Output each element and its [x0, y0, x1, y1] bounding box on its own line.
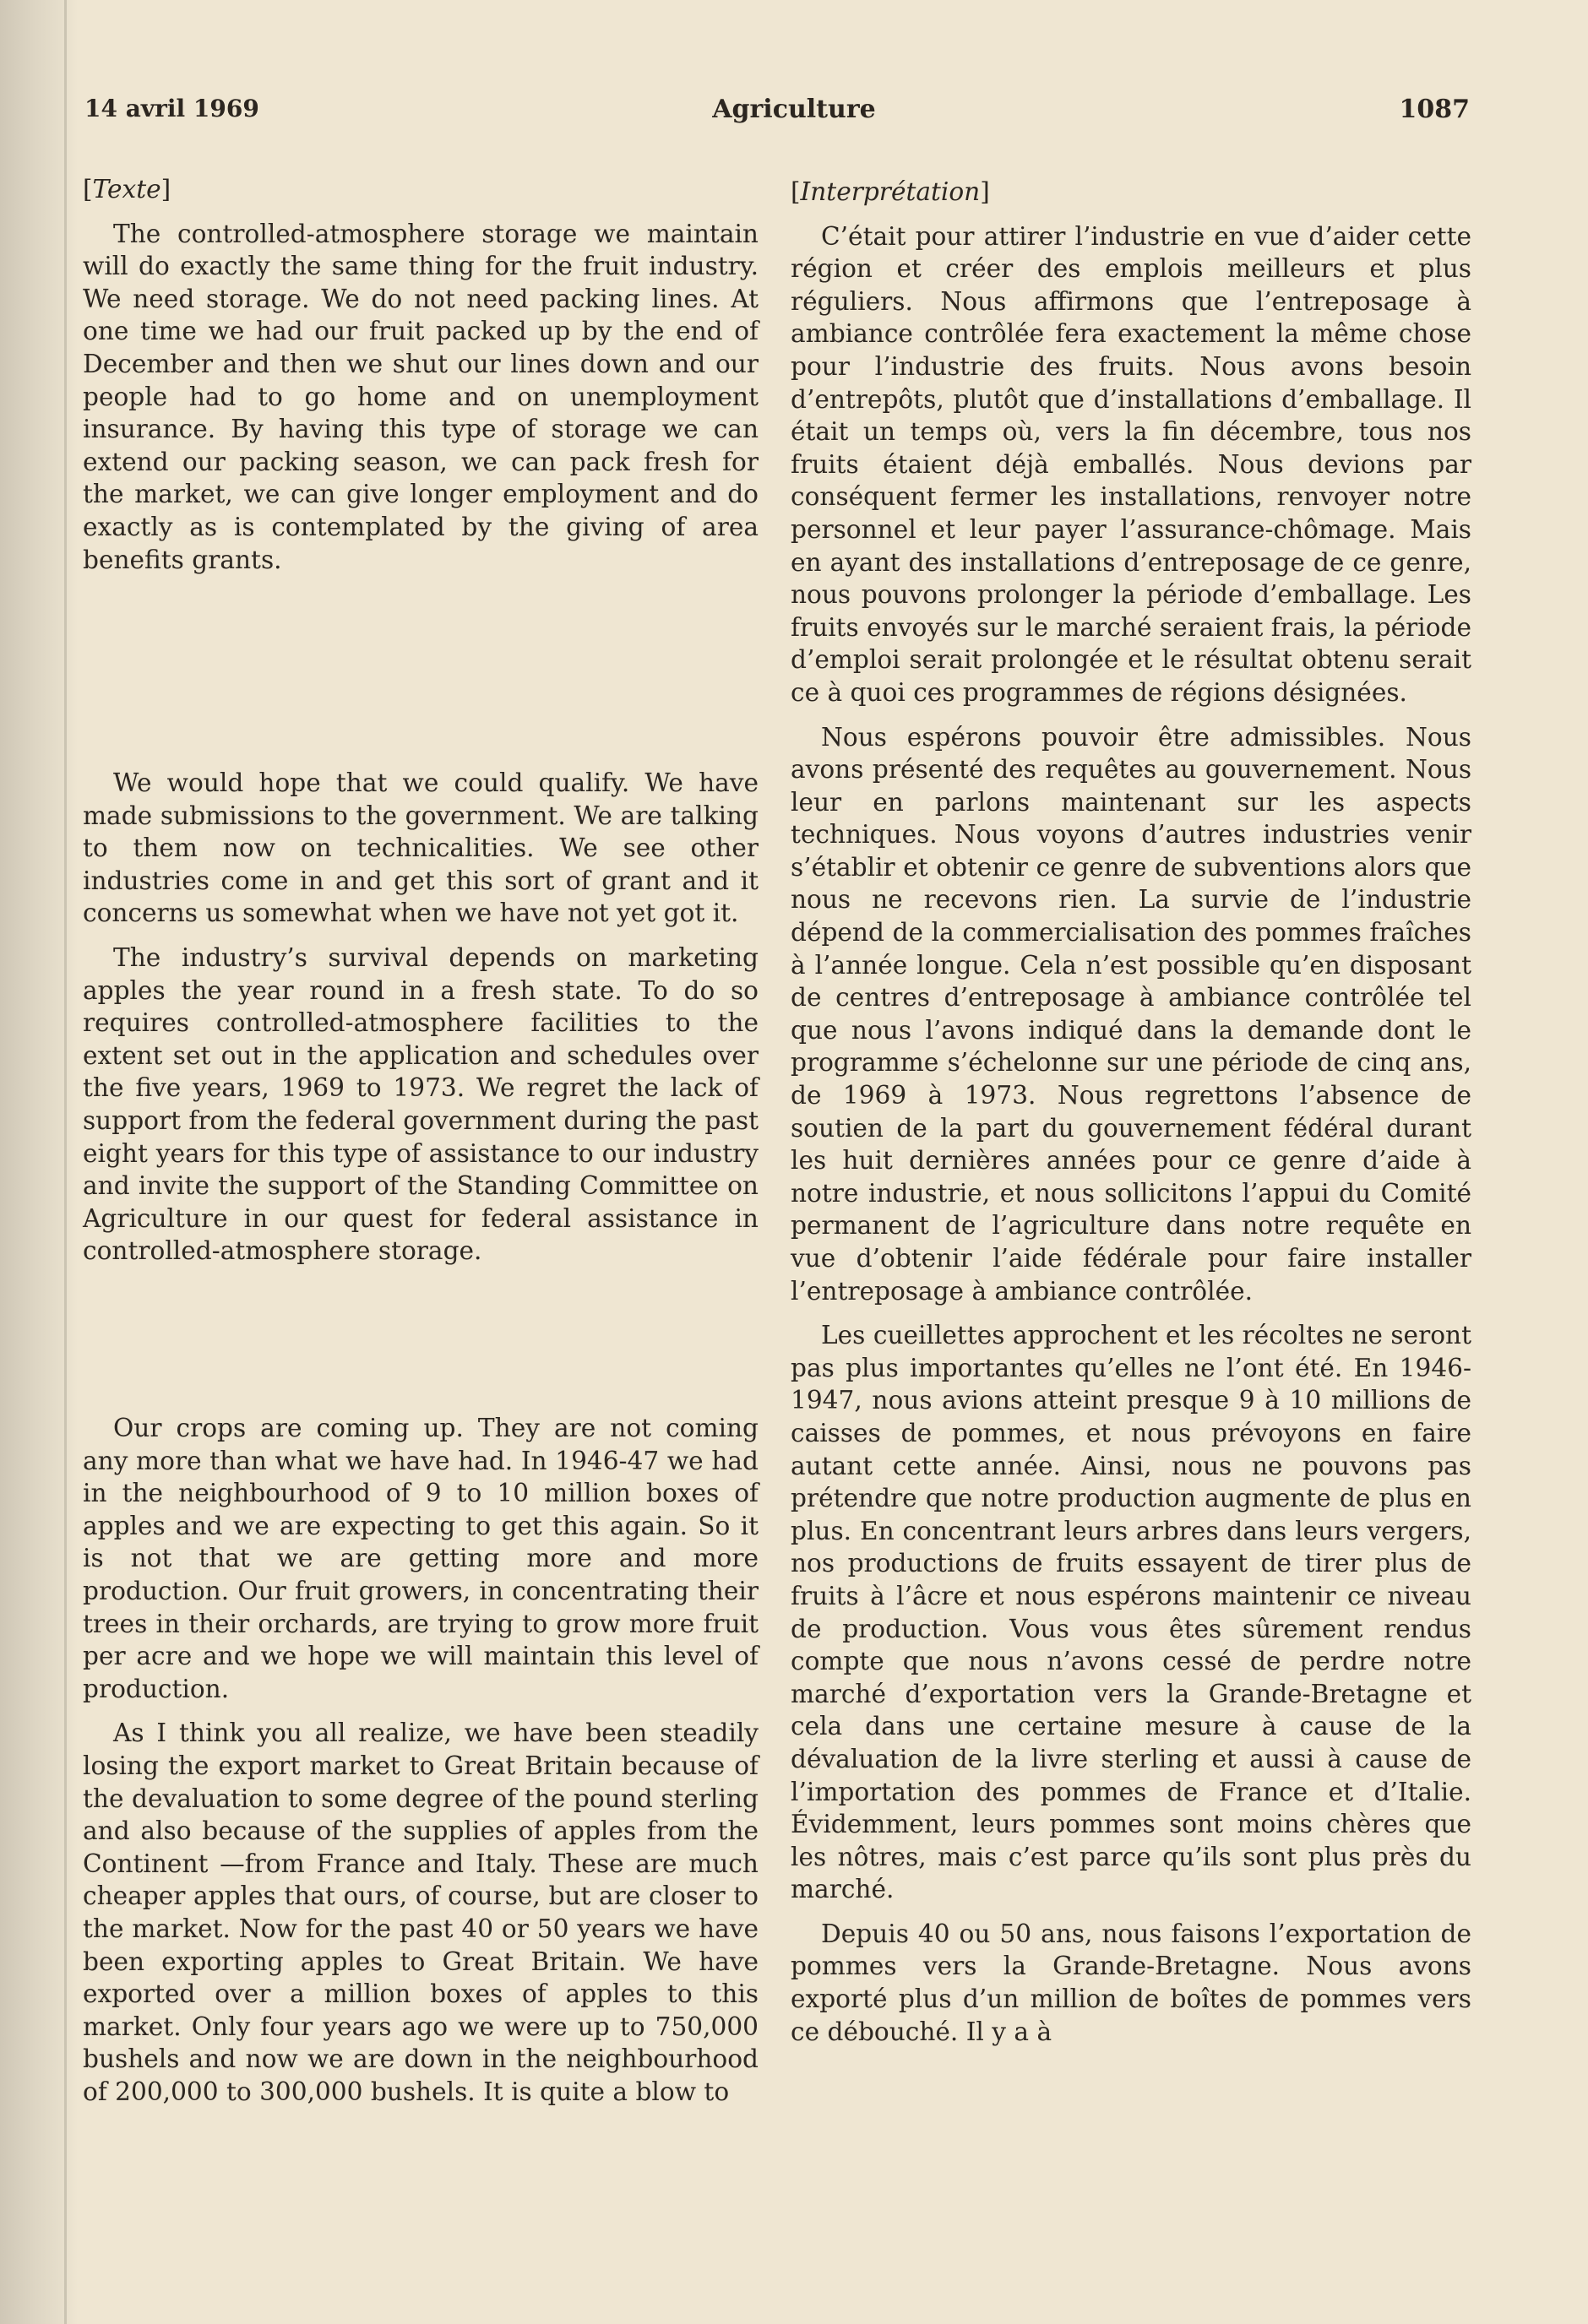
- right-paragraph: Depuis 40 ou 50 ans, nous faisons l’exportation de pommes vers la Grande-Bretagne. Nous avons exporté plus d’un million de boîtes de pommes vers ce débouché. Il y a à: [791, 1919, 1471, 2046]
- right-paragraph: Les cueillettes approchent et les récoltes ne seront pas plus importantes qu’elles ne l’ont été. En 1946-1947, nous avions atteint presque 9 à 10 millions de caisses de pommes, et nous prévoyons en faire autant cette année. Ainsi, nous ne pouvons pas prétendre que notre production augmente de plus en plus. En concentrant leurs arbres dans leurs vergers, nos productions de fruits essayent de tirer plus de fruits à l’âcre et nous espérons maintenir ce niveau de production. Vous vous êtes sûrement rendus compte que nous n’avons cessé de perdre notre marché d’exportation vers la Grande-Bretagne et cela dans une certaine mesure à cause de la dévaluation de la livre sterling et aussi à cause de l’importation des pommes de France et d’Italie. Évidemment, leurs pommes sont moins chères que les nôtres, mais c’est parce qu’ils sont plus près du marché.: [791, 1321, 1471, 1904]
- header-section-title: Agriculture: [712, 95, 876, 124]
- right-column-tag: [Interprétation]: [791, 177, 990, 206]
- left-column-block-3: [83, 1412, 759, 2108]
- binding-edge: [64, 0, 67, 2324]
- header-page-number: 1087: [1399, 95, 1470, 124]
- header-date: 14 avril 1969: [84, 95, 259, 122]
- left-paragraph: The controlled-atmosphere storage we maintain will do exactly the same thing for the fruit industry. We need storage. We do not need packing lines. At one time we had our fruit packed up by the end of December and then we shut our lines down and our people had to go home and on unemployment insurance. By having this type of storage we can extend our packing season, we can pack fresh for the market, we can give longer employment and do exactly as is contemplated by the giving of area benefits grants.: [83, 219, 759, 574]
- left-paragraph: We would hope that we could qualify. We have made submissions to the government. We are talking to them now on technicalities. We see other industries come in and get this sort of grant and it concerns us somewhat when we have not yet got it.: [83, 768, 759, 928]
- running-header: [0, 95, 1588, 145]
- right-paragraph: C’était pour attirer l’industrie en vue d’aider cette région et créer des emplois meilleurs et plus réguliers. Nous affirmons que l’entreposage à ambiance contrôlée fera exactement la même chose pour l’industrie des fruits. Nous avons besoin d’entrepôts, plutôt que d’installations d’emballage. Il était un temps où, vers la fin décembre, tous nos fruits étaient déjà emballés. Nous devions par conséquent fermer les installations, renvoyer notre personnel et leur payer l’assurance-chômage. Mais en ayant des installations d’entreposage de ce genre, nous pouvons prolonger la période d’emballage. Les fruits envoyés sur le marché seraient frais, la période d’emploi serait prolongée et le résultat obtenu serait ce à quoi ces programmes de régions désignées.: [791, 221, 1471, 707]
- right-paragraph: Nous espérons pouvoir être admissibles. Nous avons présenté des requêtes au gouvernement. Nous leur en parlons maintenant sur les aspects techniques. Nous voyons d’autres industries venir s’établir et obtenir ce genre de subventions alors que nous ne recevons rien. La survie de l’industrie dépend de la commercialisation des pommes fraîches à l’année longue. Cela n’est possible qu’en disposant de centres d’entreposage à ambiance contrôlée tel que nous l’avons indiqué dans la demande dont le programme s’échelonne sur une période de cinq ans, de 1969 à 1973. Nous regrettons l’absence de soutien de la part du gouvernement fédéral durant les huit dernières années pour ce genre d’aide à notre industrie, et nous sollicitons l’appui du Comité permanent de l’agriculture dans notre requête en vue d’obtenir l’aide fédérale pour faire installer l’entreposage à ambiance contrôlée.: [791, 722, 1471, 1306]
- left-column-block-2: [83, 767, 759, 1268]
- left-paragraph: As I think you all realize, we have been steadily losing the export market to Great Britain because of the devaluation to some degree of the pound sterling and also because of the supplies of apples from the Continent —from France and Italy. These are much cheaper apples that ours, of course, but are closer to the market. Now for the past 40 or 50 years we have been exporting apples to Great Britain. We have exported over a million boxes of apples to this market. Only four years ago we were up to 750,000 bushels and now we are down in the neighbourhood of 200,000 to 300,000 bushels. It is quite a blow to: [83, 1719, 759, 2106]
- left-column-block-1: [83, 173, 759, 576]
- left-paragraph: Our crops are coming up. They are not coming any more than what we have had. In 1946-47 we had in the neighbourhood of 9 to 10 million boxes of apples and we are expecting to get this again. So it is not that we are getting more and more production. Our fruit growers, in concentrating their trees in their orchards, are trying to grow more fruit per acre and we hope we will maintain this level of production.: [83, 1414, 759, 1703]
- left-column-tag: [Texte]: [83, 175, 171, 204]
- right-column: [791, 176, 1471, 2048]
- left-paragraph: The industry’s survival depends on marketing apples the year round in a fresh state. To do so requires controlled-atmosphere facilities to the extent set out in the application and schedules over the five years, 1969 to 1973. We regret the lack of support from the federal government during the past eight years for this type of assistance to our industry and invite the support of the Standing Committee on Agriculture in our quest for federal assistance in controlled-atmosphere storage.: [83, 942, 759, 1266]
